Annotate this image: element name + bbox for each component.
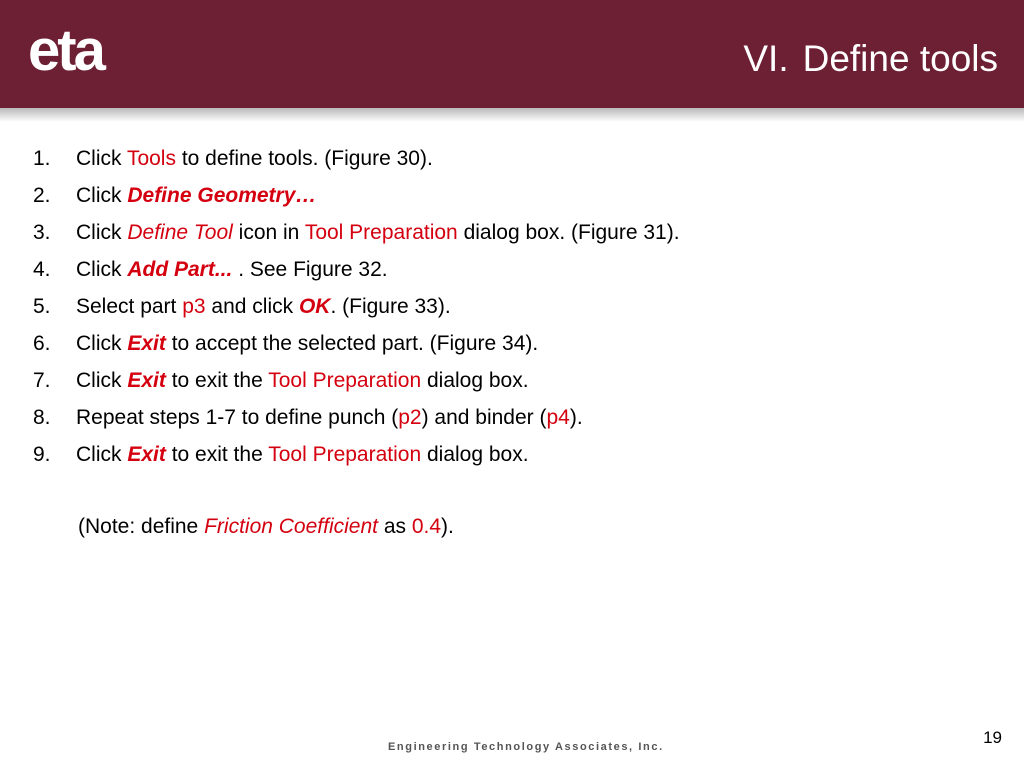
step-highlight: p3 — [182, 295, 206, 318]
header-shadow — [0, 108, 1024, 122]
step-text: to exit the — [165, 443, 269, 466]
step-text: dialog box. (Figure 31). — [457, 221, 680, 244]
step-text: Select part — [76, 295, 183, 318]
step-item — [33, 214, 680, 251]
note-highlight: Friction Coefficient — [204, 515, 378, 538]
step-text: Click — [76, 443, 128, 466]
step-text: to exit the — [165, 369, 269, 392]
step-highlight: Add Part... — [127, 258, 233, 281]
page-number: 19 — [983, 728, 1002, 747]
step-highlight: Tools — [126, 147, 176, 170]
step-item — [33, 288, 680, 325]
eta-logo: eta — [28, 18, 103, 83]
step-text: Click — [76, 221, 128, 244]
step-item — [33, 251, 680, 288]
note-part: (Note: define — [78, 515, 205, 538]
step-number: 6. — [33, 332, 51, 355]
step-highlight: OK — [298, 295, 331, 318]
step-text: dialog box. — [421, 369, 529, 392]
step-number: 1. — [33, 147, 51, 170]
step-highlight: p2 — [398, 406, 422, 429]
step-number: 3. — [33, 221, 51, 244]
step-item — [33, 140, 680, 177]
slide-title — [743, 40, 998, 77]
step-highlight: Tool Preparation — [268, 369, 422, 392]
step-text: Click — [76, 332, 128, 355]
header-bar — [0, 0, 1024, 108]
title-number: VI. — [743, 38, 789, 79]
step-item — [33, 436, 680, 473]
step-highlight: Exit — [127, 369, 166, 392]
step-number: 7. — [33, 369, 51, 392]
step-number: 8. — [33, 406, 51, 429]
step-text: Repeat steps 1-7 to define punch ( — [76, 406, 399, 429]
step-number: 2. — [33, 184, 51, 207]
step-item — [33, 325, 680, 362]
step-text: to accept the selected part. (Figure 34). — [165, 332, 539, 355]
step-item — [33, 362, 680, 399]
step-text: Click — [76, 184, 128, 207]
note-part: as — [377, 515, 412, 538]
step-number: 5. — [33, 295, 51, 318]
steps-list — [33, 140, 680, 473]
note-text — [78, 508, 454, 545]
step-text: icon in — [232, 221, 305, 244]
note-highlight: 0.4 — [411, 515, 442, 538]
title-text: Define tools — [802, 38, 998, 79]
step-text: to define tools. (Figure 30). — [175, 147, 433, 170]
step-number: 9. — [33, 443, 51, 466]
step-text: Click — [76, 258, 128, 281]
step-highlight: p4 — [546, 406, 570, 429]
step-text: Click — [76, 369, 128, 392]
company-footer: Engineering Technology Associates, Inc. — [388, 741, 664, 753]
step-text: ). — [569, 406, 583, 429]
step-text: dialog box. — [421, 443, 529, 466]
step-highlight: Define Tool — [127, 221, 233, 244]
step-text: Click — [76, 147, 127, 170]
step-highlight: Tool Preparation — [268, 443, 422, 466]
step-number: 4. — [33, 258, 51, 281]
note-part: ). — [441, 515, 454, 538]
step-text: ) and binder ( — [421, 406, 547, 429]
step-item — [33, 399, 680, 436]
step-text: . (Figure 33). — [330, 295, 451, 318]
step-item — [33, 177, 680, 214]
step-highlight: Define Geometry… — [127, 184, 317, 207]
step-text: and click — [205, 295, 299, 318]
step-highlight: Tool Preparation — [304, 221, 458, 244]
step-text: . See Figure 32. — [232, 258, 388, 281]
step-highlight: Exit — [127, 443, 166, 466]
step-highlight: Exit — [127, 332, 166, 355]
